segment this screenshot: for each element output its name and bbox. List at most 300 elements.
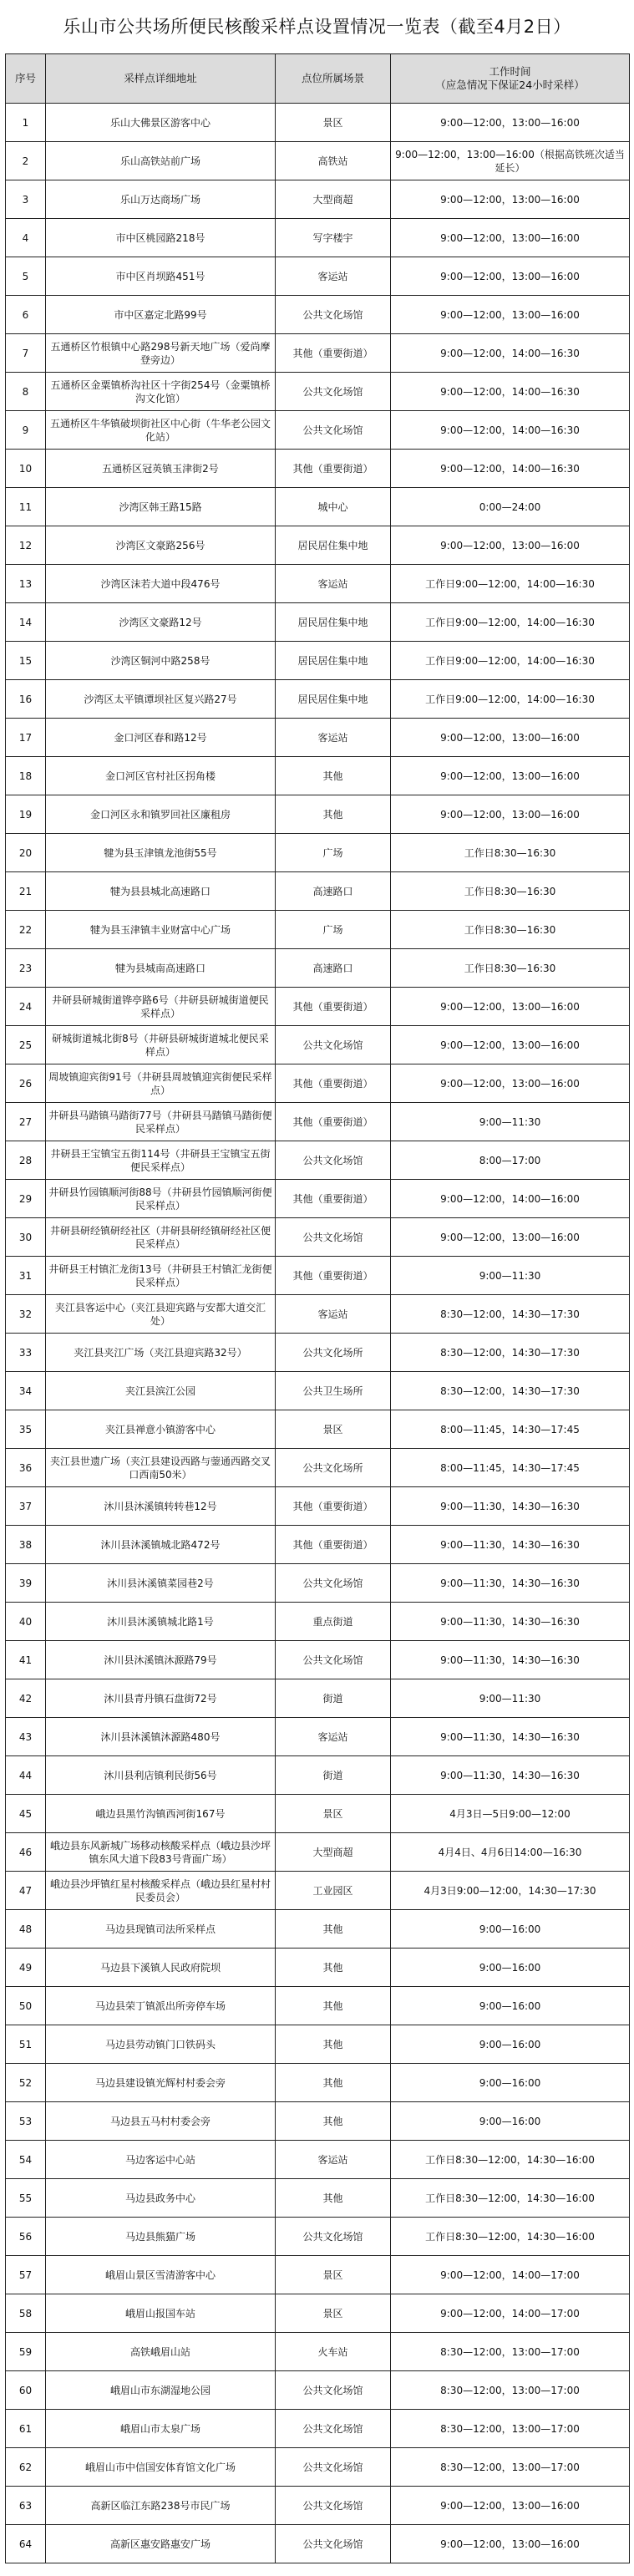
cell-time: 9:00—16:00 [391,1987,630,2025]
cell-type: 其他 [276,2179,391,2218]
cell-address: 峨眉山市太泉广场 [46,2410,276,2448]
cell-type: 客运站 [276,1295,391,1334]
cell-seq: 8 [6,373,46,411]
cell-address: 金口河区官村社区拐角楼 [46,757,276,795]
cell-seq: 50 [6,1987,46,2025]
cell-time: 9:00—16:00 [391,2102,630,2141]
cell-type: 景区 [276,1410,391,1449]
cell-type: 居民居住集中地 [276,642,391,680]
cell-seq: 3 [6,180,46,219]
table-row [6,488,630,526]
cell-address: 乐山万达商场广场 [46,180,276,219]
cell-seq: 61 [6,2410,46,2448]
cell-time: 9:00—12:00，14:00—16:30 [391,334,630,373]
table-row [6,1603,630,1641]
cell-time: 8:30—12:00，13:00—17:00 [391,2371,630,2410]
cell-seq: 32 [6,1295,46,1334]
cell-address: 沐川县沐溪镇转转巷12号 [46,1487,276,1526]
cell-type: 其他（重要街道） [276,988,391,1026]
cell-address: 市中区桃园路218号 [46,219,276,257]
cell-seq: 29 [6,1180,46,1218]
cell-type: 其他（重要街道） [276,1526,391,1564]
cell-type: 居民居住集中地 [276,526,391,565]
table-row [6,1295,630,1334]
cell-seq: 20 [6,834,46,872]
cell-type: 其他（重要街道） [276,1064,391,1103]
cell-time: 9:00—16:00 [391,2064,630,2102]
header-time-line2: （应急情况下保证24小时采样） [435,79,585,91]
cell-time: 9:00—16:00 [391,1949,630,1987]
table-row [6,180,630,219]
cell-type: 广场 [276,834,391,872]
cell-seq: 16 [6,680,46,719]
cell-time: 9:00—12:00，14:00—16:30 [391,373,630,411]
cell-time: 9:00—11:30，14:30—16:30 [391,1564,630,1603]
cell-seq: 56 [6,2218,46,2256]
cell-type: 客运站 [276,565,391,603]
cell-seq: 35 [6,1410,46,1449]
sampling-points-table [5,53,630,2563]
cell-seq: 13 [6,565,46,603]
table-row [6,565,630,603]
cell-seq: 15 [6,642,46,680]
cell-type: 公共文化场馆 [276,2525,391,2563]
header-seq: 序号 [6,54,46,104]
cell-type: 公共文化场所 [276,1334,391,1372]
cell-seq: 25 [6,1026,46,1064]
cell-seq: 64 [6,2525,46,2563]
cell-seq: 43 [6,1718,46,1756]
cell-seq: 23 [6,949,46,988]
cell-address: 峨眉山市中信国安体育馆文化广场 [46,2448,276,2487]
table-row [6,603,630,642]
cell-address: 高新区临江东路238号市民广场 [46,2487,276,2525]
cell-type: 其他 [276,795,391,834]
cell-address: 犍为县玉津镇丰业财富中心广场 [46,911,276,949]
cell-seq: 30 [6,1218,46,1257]
cell-address: 沙湾区文豪路256号 [46,526,276,565]
cell-time: 9:00—16:00 [391,1910,630,1949]
cell-time: 9:00—12:00，13:00—16:00 [391,180,630,219]
cell-address: 市中区肖坝路451号 [46,257,276,296]
table-row [6,1257,630,1295]
table-row [6,1718,630,1756]
cell-seq: 42 [6,1679,46,1718]
cell-address: 犍为县玉津镇龙池街55号 [46,834,276,872]
cell-time: 9:00—12:00，13:00—16:00 [391,1218,630,1257]
cell-time: 8:00—17:00 [391,1141,630,1180]
cell-type: 景区 [276,104,391,142]
table-row [6,1410,630,1449]
header-address: 采样点详细地址 [46,54,276,104]
cell-type: 大型商超 [276,180,391,219]
cell-time: 9:00—12:00，13:00—16:00 [391,296,630,334]
table-row [6,411,630,450]
cell-type: 其他 [276,1910,391,1949]
cell-type: 其他（重要街道） [276,1257,391,1295]
cell-seq: 33 [6,1334,46,1372]
cell-type: 公共文化场馆 [276,2410,391,2448]
cell-address: 夹江县滨江公园 [46,1372,276,1410]
cell-type: 其他 [276,2102,391,2141]
table-row [6,1949,630,1987]
table-row [6,872,630,911]
cell-time: 9:00—12:00，13:00—16:00 [391,219,630,257]
cell-time: 0:00—24:00 [391,488,630,526]
cell-address: 沐川县沐溪镇沐源路480号 [46,1718,276,1756]
cell-seq: 63 [6,2487,46,2525]
cell-time: 工作日9:00—12:00，14:00—16:30 [391,603,630,642]
cell-time: 9:00—12:00，14:00—17:00 [391,2256,630,2294]
cell-address: 马边县现镇司法所采样点 [46,1910,276,1949]
cell-seq: 45 [6,1795,46,1833]
cell-type: 客运站 [276,257,391,296]
table-row [6,2218,630,2256]
cell-time: 9:00—12:00，13:00—16:00 [391,757,630,795]
table-row [6,834,630,872]
cell-address: 夹江县夹江广场（夹江县迎宾路32号） [46,1334,276,1372]
table-row [6,334,630,373]
cell-time: 工作日8:30—12:00，14:30—16:00 [391,2179,630,2218]
cell-address: 井研县马踏镇马踏街77号（井研县马踏镇马踏街便民采样点） [46,1103,276,1141]
cell-address: 夹江县禅意小镇游客中心 [46,1410,276,1449]
cell-time: 工作日8:30—12:00，14:30—16:00 [391,2141,630,2179]
table-row [6,142,630,180]
cell-time: 9:00—12:00，14:00—16:30 [391,411,630,450]
cell-seq: 19 [6,795,46,834]
cell-time: 9:00—11:30 [391,1103,630,1141]
cell-address: 井研县研经镇研经社区（井研县研经镇研经社区便民采样点） [46,1218,276,1257]
cell-type: 其他 [276,2025,391,2064]
table-row [6,373,630,411]
cell-address: 高铁峨眉山站 [46,2333,276,2371]
cell-type: 其他（重要街道） [276,1487,391,1526]
table-row [6,2064,630,2102]
cell-type: 公共文化场馆 [276,2371,391,2410]
cell-time: 工作日9:00—12:00，14:00—16:30 [391,565,630,603]
cell-address: 沐川县青丹镇石盘街72号 [46,1679,276,1718]
cell-seq: 44 [6,1756,46,1795]
cell-address: 犍为县县城北高速路口 [46,872,276,911]
table-row [6,2410,630,2448]
cell-time: 工作日9:00—12:00，14:00—16:30 [391,642,630,680]
cell-type: 客运站 [276,1718,391,1756]
cell-address: 沐川县利店镇利民街56号 [46,1756,276,1795]
cell-type: 其他 [276,1949,391,1987]
cell-seq: 22 [6,911,46,949]
cell-address: 井研县王村镇汇龙街13号（井研县王村镇汇龙街便民采样点） [46,1257,276,1295]
cell-seq: 14 [6,603,46,642]
cell-type: 工业园区 [276,1872,391,1910]
cell-address: 井研县竹园镇顺河街88号（井研县竹园镇顺河街便民采样点） [46,1180,276,1218]
cell-address: 马边县下溪镇人民政府院坝 [46,1949,276,1987]
cell-time: 4月4日、4月6日14:00—16:30 [391,1833,630,1872]
cell-address: 夹江县世遗广场（夹江县建设西路与蓥通西路交叉口西南50米） [46,1449,276,1487]
table-row [6,2179,630,2218]
cell-address: 沙湾区铜河中路258号 [46,642,276,680]
table-row [6,1449,630,1487]
cell-seq: 2 [6,142,46,180]
cell-address: 沐川县沐溪镇城北路1号 [46,1603,276,1641]
cell-address: 金口河区永和镇罗回社区廉租房 [46,795,276,834]
table-header-row [6,54,630,104]
cell-seq: 36 [6,1449,46,1487]
header-time [391,54,630,104]
cell-time: 9:00—12:00，13:00—16:00（根据高铁班次适当延长） [391,142,630,180]
table-row [6,2448,630,2487]
cell-time: 9:00—12:00，13:00—16:00 [391,719,630,757]
table-row [6,257,630,296]
cell-seq: 53 [6,2102,46,2141]
table-row [6,642,630,680]
cell-seq: 41 [6,1641,46,1679]
cell-address: 峨边县东风新城广场移动核酸采样点（峨边县沙坪镇东风大道下段83号背面广场） [46,1833,276,1872]
table-row [6,1910,630,1949]
cell-time: 8:00—11:45，14:30—17:45 [391,1449,630,1487]
cell-type: 高速路口 [276,949,391,988]
cell-time: 9:00—11:30，14:30—16:30 [391,1603,630,1641]
table-row [6,2256,630,2294]
cell-address: 五通桥区牛华镇破坝街社区中心街（牛华老公园文化站） [46,411,276,450]
table-row [6,104,630,142]
table-row [6,719,630,757]
cell-type: 景区 [276,1795,391,1833]
cell-type: 居民居住集中地 [276,680,391,719]
cell-seq: 40 [6,1603,46,1641]
table-row [6,2525,630,2563]
table-row [6,1141,630,1180]
cell-type: 其他（重要街道） [276,1103,391,1141]
cell-seq: 47 [6,1872,46,1910]
table-row [6,795,630,834]
cell-type: 公共文化场馆 [276,411,391,450]
cell-seq: 24 [6,988,46,1026]
cell-type: 火车站 [276,2333,391,2371]
cell-time: 8:30—12:00，14:30—17:30 [391,1372,630,1410]
cell-seq: 6 [6,296,46,334]
cell-time: 9:00—12:00，14:00—17:00 [391,2294,630,2333]
table-row [6,1641,630,1679]
table-row [6,2371,630,2410]
cell-type: 其他 [276,1987,391,2025]
table-row [6,949,630,988]
cell-address: 五通桥区冠英镇玉津街2号 [46,450,276,488]
table-row [6,1180,630,1218]
cell-seq: 48 [6,1910,46,1949]
cell-address: 沙湾区沫若大道中段476号 [46,565,276,603]
page-title: 乐山市公共场所便民核酸采样点设置情况一览表（截至4月2日） [63,17,571,37]
cell-address: 市中区嘉定北路99号 [46,296,276,334]
cell-type: 高速路口 [276,872,391,911]
cell-seq: 54 [6,2141,46,2179]
cell-type: 公共卫生场所 [276,1372,391,1410]
cell-address: 沐川县沐溪镇沐源路79号 [46,1641,276,1679]
cell-seq: 46 [6,1833,46,1872]
cell-address: 沐川县沐溪镇菜园巷2号 [46,1564,276,1603]
cell-type: 城中心 [276,488,391,526]
cell-address: 五通桥区竹根镇中心路298号新天地广场（爱尚摩登旁边） [46,334,276,373]
cell-seq: 17 [6,719,46,757]
cell-type: 公共文化场馆 [276,1641,391,1679]
cell-address: 马边县五马村村委会旁 [46,2102,276,2141]
table-row [6,2487,630,2525]
table-row [6,450,630,488]
table-row [6,2141,630,2179]
cell-time: 9:00—12:00，13:00—16:00 [391,988,630,1026]
cell-seq: 18 [6,757,46,795]
cell-type: 其他（重要街道） [276,1180,391,1218]
cell-type: 重点街道 [276,1603,391,1641]
cell-seq: 59 [6,2333,46,2371]
cell-time: 8:30—12:00，14:30—17:30 [391,1295,630,1334]
cell-time: 9:00—12:00，13:00—16:00 [391,1064,630,1103]
table-row [6,1833,630,1872]
cell-type: 景区 [276,2294,391,2333]
cell-time: 工作日8:30—12:00，14:30—16:00 [391,2218,630,2256]
cell-seq: 7 [6,334,46,373]
cell-address: 马边县政务中心 [46,2179,276,2218]
table-row [6,1103,630,1141]
cell-type: 公共文化场馆 [276,1218,391,1257]
cell-seq: 57 [6,2256,46,2294]
cell-time: 9:00—12:00，13:00—16:00 [391,795,630,834]
cell-address: 井研县王宝镇宝五街114号（井研县王宝镇宝五街便民采样点） [46,1141,276,1180]
cell-time: 工作日8:30—16:30 [391,949,630,988]
cell-time: 工作日8:30—16:30 [391,911,630,949]
cell-seq: 9 [6,411,46,450]
table-row [6,2333,630,2371]
cell-time: 9:00—11:30，14:30—16:30 [391,1526,630,1564]
cell-type: 写字楼宇 [276,219,391,257]
cell-seq: 52 [6,2064,46,2102]
cell-seq: 4 [6,219,46,257]
cell-seq: 60 [6,2371,46,2410]
table-row [6,1795,630,1833]
cell-address: 峨眉山景区雪清游客中心 [46,2256,276,2294]
cell-type: 公共文化场馆 [276,2448,391,2487]
cell-seq: 21 [6,872,46,911]
cell-time: 4月3日—5日9:00—12:00 [391,1795,630,1833]
cell-type: 公共文化场馆 [276,2487,391,2525]
cell-time: 9:00—11:30 [391,1257,630,1295]
cell-type: 景区 [276,2256,391,2294]
cell-time: 4月3日9:00—12:00，14:30—17:30 [391,1872,630,1910]
cell-time: 8:30—12:00，13:00—17:00 [391,2410,630,2448]
cell-address: 峨边县沙坪镇红星村核酸采样点（峨边县红星村村民委员会） [46,1872,276,1910]
table-row [6,1064,630,1103]
cell-type: 高铁站 [276,142,391,180]
cell-time: 8:30—12:00，14:30—17:30 [391,1334,630,1372]
table-row [6,757,630,795]
table-row [6,2025,630,2064]
table-row [6,1679,630,1718]
cell-seq: 5 [6,257,46,296]
cell-address: 高新区惠安路惠安广场 [46,2525,276,2563]
cell-address: 沐川县沐溪镇城北路472号 [46,1526,276,1564]
table-body [6,104,630,2563]
table-row [6,2102,630,2141]
cell-time: 9:00—12:00，13:00—16:00 [391,2487,630,2525]
cell-address: 井研县研城街道铧亭路6号（井研县研城街道便民采样点） [46,988,276,1026]
cell-time: 9:00—12:00，13:00—16:00 [391,104,630,142]
cell-address: 马边县建设镇光辉村村委会旁 [46,2064,276,2102]
cell-time: 9:00—16:00 [391,2025,630,2064]
cell-address: 峨眉山市东湖湿地公园 [46,2371,276,2410]
cell-time: 9:00—11:30，14:30—16:30 [391,1641,630,1679]
cell-seq: 58 [6,2294,46,2333]
cell-type: 公共文化场馆 [276,2218,391,2256]
cell-time: 8:30—12:00，13:00—17:00 [391,2448,630,2487]
cell-time: 9:00—12:00，14:00—16:30 [391,450,630,488]
cell-type: 公共文化场馆 [276,1564,391,1603]
cell-type: 客运站 [276,719,391,757]
cell-time: 9:00—11:30，14:30—16:30 [391,1487,630,1526]
cell-address: 马边客运中心站 [46,2141,276,2179]
table-row [6,680,630,719]
cell-type: 公共文化场馆 [276,1026,391,1064]
cell-time: 9:00—12:00，13:00—16:00 [391,257,630,296]
table-row [6,1026,630,1064]
table-row [6,1334,630,1372]
cell-time: 9:00—12:00，13:00—16:00 [391,526,630,565]
cell-type: 公共文化场馆 [276,296,391,334]
cell-seq: 37 [6,1487,46,1526]
cell-seq: 31 [6,1257,46,1295]
table-row [6,911,630,949]
cell-seq: 1 [6,104,46,142]
cell-seq: 28 [6,1141,46,1180]
cell-address: 马边县荣丁镇派出所旁停车场 [46,1987,276,2025]
cell-address: 沙湾区文豪路12号 [46,603,276,642]
cell-seq: 10 [6,450,46,488]
cell-time: 9:00—11:30，14:30—16:30 [391,1718,630,1756]
table-row [6,2294,630,2333]
table-row [6,1872,630,1910]
cell-seq: 39 [6,1564,46,1603]
cell-address: 峨眉山报国车站 [46,2294,276,2333]
table-row [6,1756,630,1795]
table-row [6,1372,630,1410]
cell-type: 其他（重要街道） [276,450,391,488]
cell-address: 乐山高铁站前广场 [46,142,276,180]
cell-time: 9:00—11:30，14:30—16:30 [391,1756,630,1795]
cell-seq: 51 [6,2025,46,2064]
cell-address: 马边县劳动镇门口铁码头 [46,2025,276,2064]
cell-time: 8:00—11:45，14:30—17:45 [391,1410,630,1449]
header-time-line1: 工作时间 [489,65,531,78]
cell-time: 9:00—12:00，13:00—16:00 [391,2525,630,2563]
cell-type: 广场 [276,911,391,949]
cell-time: 工作日9:00—12:00，14:00—16:30 [391,680,630,719]
cell-time: 8:30—12:00，13:00—17:00 [391,2333,630,2371]
cell-address: 周坡镇迎宾街91号（井研县周坡镇迎宾街便民采样点） [46,1064,276,1103]
table-row [6,296,630,334]
cell-address: 金口河区春和路12号 [46,719,276,757]
cell-time: 9:00—12:00，14:00—16:00 [391,1180,630,1218]
cell-type: 街道 [276,1756,391,1795]
cell-type: 公共文化场所 [276,1449,391,1487]
cell-time: 9:00—11:30 [391,1679,630,1718]
cell-seq: 27 [6,1103,46,1141]
cell-seq: 62 [6,2448,46,2487]
cell-type: 其他 [276,757,391,795]
cell-address: 乐山大佛景区游客中心 [46,104,276,142]
cell-address: 沙湾区太平镇谭坝社区复兴路27号 [46,680,276,719]
cell-address: 夹江县客运中心（夹江县迎宾路与安都大道交汇处） [46,1295,276,1334]
cell-seq: 11 [6,488,46,526]
cell-seq: 55 [6,2179,46,2218]
cell-time: 工作日8:30—16:30 [391,834,630,872]
